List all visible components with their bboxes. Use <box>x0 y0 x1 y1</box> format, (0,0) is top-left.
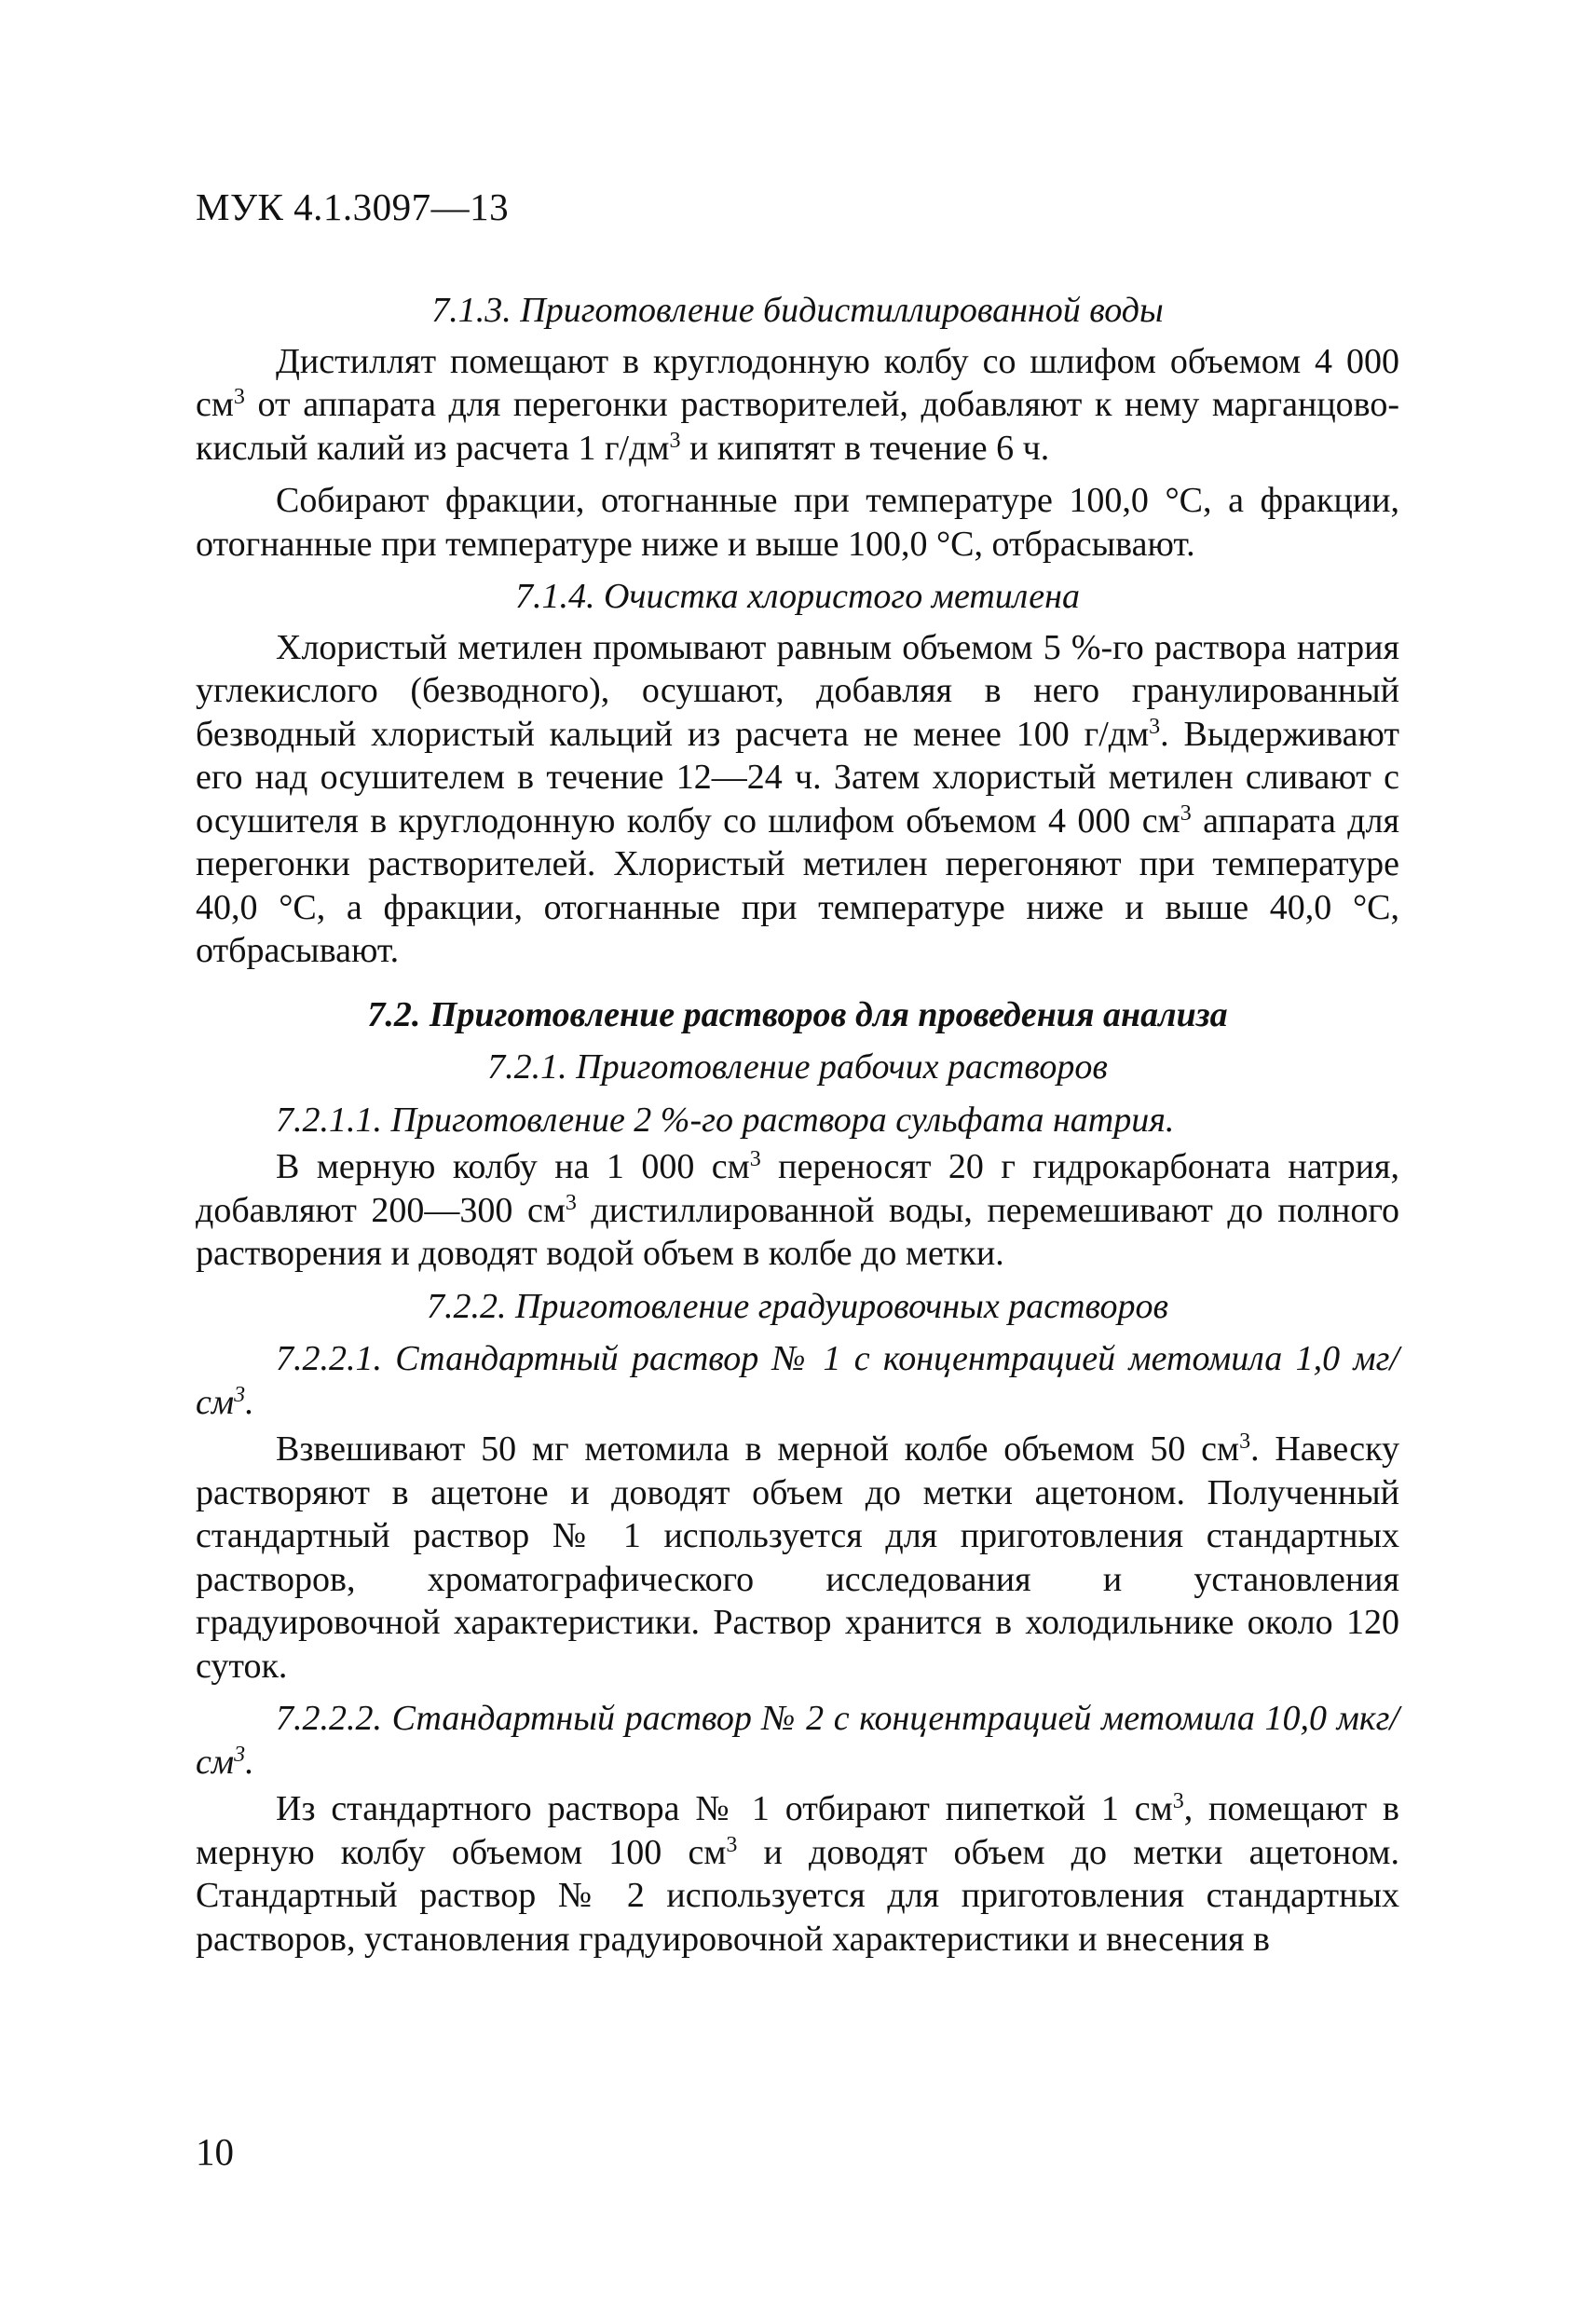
superscript: 3 <box>234 1382 246 1407</box>
superscript: 3 <box>233 384 245 409</box>
document-code: МУК 4.1.3097—13 <box>196 185 510 228</box>
subsection-heading-7-2-2-2: 7.2.2.2. Стандартный раствор № 2 с концентрацией метомила 10,0 мкг/$см^3$. <box>196 1699 1399 1782</box>
section-heading-7-2-2: 7.2.2. Приготовление градуировочных растворов <box>426 1286 1169 1326</box>
superscript: 3 <box>726 1832 738 1857</box>
page-number: 10 <box>196 2130 234 2173</box>
section-heading-7-2: 7.2. Приготовление растворов для проведения анализа <box>367 994 1228 1034</box>
superscript: 3 <box>749 1146 761 1171</box>
section-heading-7-2-1: 7.2.1. Приготовление рабочих растворов <box>487 1047 1108 1087</box>
paragraph: Собирают фракции, отогнанные при температуре 100,0 °С, а фракции, отогнанные при температуре ниже и выше 100,0 °С, отбрасывают. <box>196 481 1399 564</box>
superscript: 3 <box>234 1742 246 1767</box>
subsection-heading-7-2-2-1: 7.2.2.1. Стандартный раствор № 1 с концентрацией метомила 1,0 $мг/см^3$. <box>196 1339 1399 1422</box>
section-heading-7-1-4: 7.1.4. Очистка хлористого метилена <box>514 577 1081 616</box>
superscript: 3 <box>565 1190 577 1215</box>
paragraph: В мерную колбу на 1 000 $см^3$ переносят 20 г гидрокарбоната натрия, добавляют 200—300 $см^3$ дистиллированной воды, перемешивают до полного растворения и доводят водой объем в колбе до метки. <box>196 1146 1399 1273</box>
document-body <box>196 280 1399 1961</box>
superscript: 3 <box>1180 800 1192 826</box>
paragraph: Хлористый метилен промывают равным объемом 5 %-го раствора натрия углекислого (безводного), осушают, добавляя в него гранулированный безводный хлористый кальций из расчета не менее 100 $г/дм^3$. Выдерживают его над осушителем в течение 12—24 ч. Затем хлористый метилен сливают с осушителя в круглодонную колбу со шлифом объемом 4 000 $см^3$ аппарата для перегонки растворителей. Хлористый метилен перегоняют при температуре 40,0 °С, а фракции, отогнанные при температуре ниже и выше 40,0 °С, отбрасывают. <box>196 627 1400 970</box>
superscript: 3 <box>669 428 681 453</box>
paragraph: Взвешивают 50 мг метомила в мерной колбе объемом 50 $см^3$. Навеску растворяют в ацетоне и доводят объем до метки ацетоном. Полученный стандартный раствор № 1 используется для приготовления стандартных растворов, хроматографического исследования и установления градуировочной характеристики. Раствор хранится в холодильнике около 120 суток. <box>196 1429 1399 1686</box>
subsection-heading-7-2-1-1: 7.2.1.1. Приготовление 2 %-го раствора сульфата натрия. <box>276 1100 1175 1140</box>
superscript: 3 <box>1239 1429 1251 1454</box>
paragraph: Дистиллят помещают в круглодонную колбу со шлифом объемом 4 000 $см^3$ от аппарата для перегонки растворителей, добавляют к нему марганцово-кислый калий из расчета 1 $г/дм^3$ и кипятят в течение 6 ч. <box>196 341 1399 468</box>
section-heading-7-1-3: 7.1.3. Приготовление бидистиллированной воды <box>431 291 1164 330</box>
superscript: 3 <box>1172 1788 1184 1813</box>
paragraph: Из стандартного раствора № 1 отбирают пипеткой 1 $см^3$, помещают в мерную колбу объемом 100 $см^3$ и доводят объем до метки ацетоном. Стандартный раствор № 2 используется для приготовления стандартных растворов, установления градуировочной характеристики и внесения в <box>196 1788 1400 1959</box>
superscript: 3 <box>1149 714 1161 739</box>
